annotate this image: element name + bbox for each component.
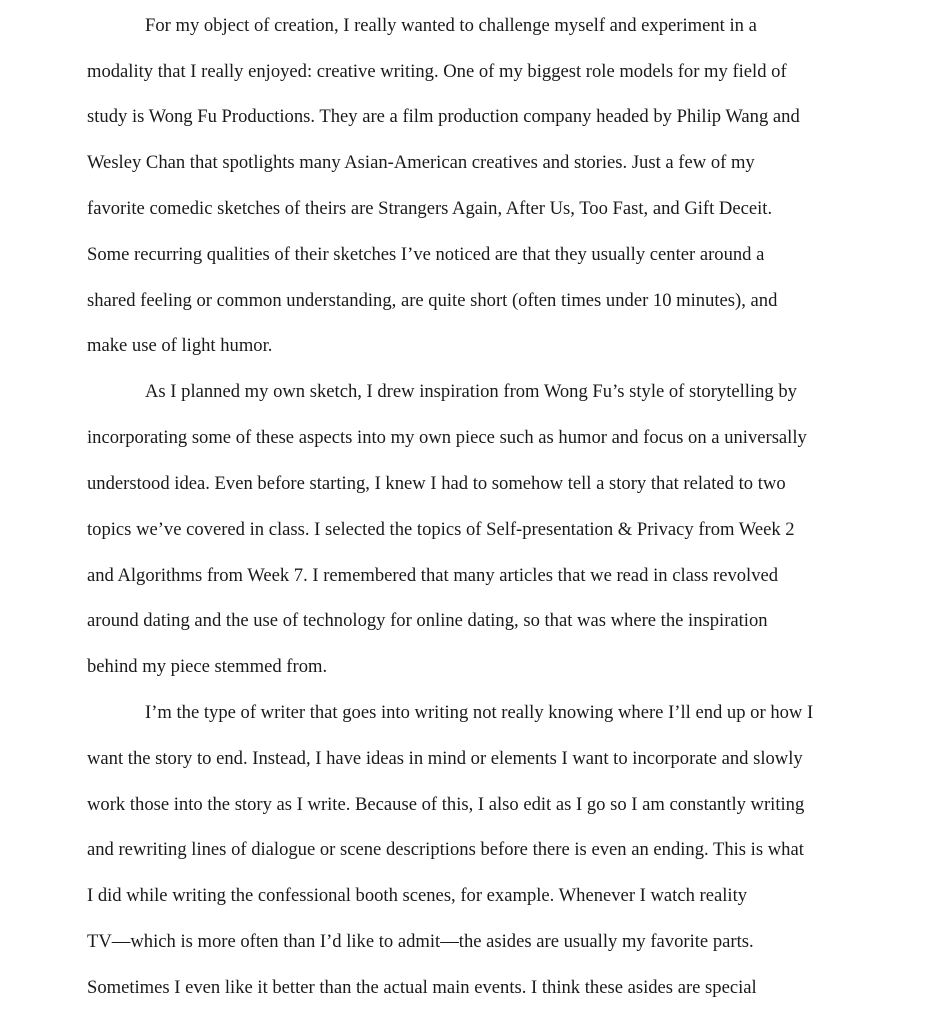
text-line: behind my piece stemmed from. bbox=[87, 656, 328, 677]
text-line: Some recurring qualities of their sketches I’ve noticed are that they usually center around a bbox=[87, 244, 765, 265]
text-line: favorite comedic sketches of theirs are Strangers Again, After Us, Too Fast, and Gift Deceit. bbox=[87, 198, 773, 219]
text-line: work those into the story as I write. Because of this, I also edit as I go so I am constantly writing bbox=[87, 794, 805, 815]
text-line: For my object of creation, I really wanted to challenge myself and experiment in a bbox=[145, 15, 757, 36]
text-line: I did while writing the confessional booth scenes, for example. Whenever I watch reality bbox=[87, 885, 748, 906]
text-line: shared feeling or common understanding, are quite short (often times under 10 minutes), and bbox=[87, 290, 778, 311]
text-line: and rewriting lines of dialogue or scene descriptions before there is even an ending. This is what bbox=[87, 839, 804, 860]
text-line: make use of light humor. bbox=[87, 335, 273, 356]
text-line: around dating and the use of technology for online dating, so that was where the inspiration bbox=[87, 610, 768, 631]
text-line: As I planned my own sketch, I drew inspiration from Wong Fu’s style of storytelling by bbox=[145, 381, 797, 402]
text-line: Wesley Chan that spotlights many Asian-American creatives and stories. Just a few of my bbox=[87, 152, 755, 173]
text-line: incorporating some of these aspects into my own piece such as humor and focus on a universally bbox=[87, 427, 807, 448]
text-line: understood idea. Even before starting, I knew I had to somehow tell a story that related to two bbox=[87, 473, 786, 494]
text-line: study is Wong Fu Productions. They are a film production company headed by Philip Wang and bbox=[87, 106, 800, 127]
text-line: TV—which is more often than I’d like to admit—the asides are usually my favorite parts. bbox=[87, 931, 754, 952]
text-line: Sometimes I even like it better than the actual main events. I think these asides are special bbox=[87, 977, 757, 998]
text-line: want the story to end. Instead, I have ideas in mind or elements I want to incorporate and slowly bbox=[87, 748, 803, 769]
text-line: modality that I really enjoyed: creative writing. One of my biggest role models for my field of bbox=[87, 61, 787, 82]
text-line: I’m the type of writer that goes into writing not really knowing where I’ll end up or how I bbox=[145, 702, 814, 723]
text-line: topics we’ve covered in class. I selected the topics of Self-presentation & Privacy from Week 2 bbox=[87, 519, 795, 540]
text-line: and Algorithms from Week 7. I remembered that many articles that we read in class revolved bbox=[87, 565, 779, 586]
